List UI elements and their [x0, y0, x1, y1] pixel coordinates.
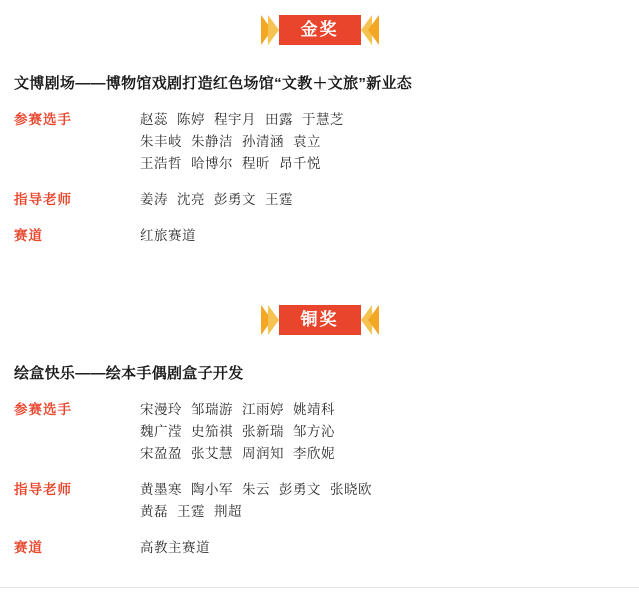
value-line: [140, 109, 625, 131]
value-line: [140, 131, 625, 153]
value-item: 荆超: [214, 504, 242, 519]
value-item: 黄墨寒: [140, 482, 182, 497]
award-label: 金奖: [279, 15, 361, 45]
info-values: [140, 189, 625, 211]
value-line: [140, 189, 625, 211]
value-line: [140, 479, 625, 501]
value-item: 袁立: [293, 134, 321, 149]
value-item: 宋漫玲: [140, 402, 182, 417]
value-item: 邹瑞游: [191, 402, 233, 417]
value-item: 哈博尔: [191, 156, 233, 171]
value-item: 沈亮: [177, 192, 205, 207]
value-item: 彭勇文: [279, 482, 321, 497]
value-item: 程昕: [242, 156, 270, 171]
info-values: [140, 537, 625, 559]
info-table: [0, 109, 639, 247]
info-label: 指导老师: [14, 482, 72, 497]
value-item: 李欣妮: [293, 446, 335, 461]
value-item: 姜涛: [140, 192, 168, 207]
value-item: 程宇月: [214, 112, 256, 127]
info-row: [14, 225, 625, 247]
value-line: [140, 225, 625, 247]
info-label: 赛道: [14, 228, 43, 243]
award-banner-inner: [261, 15, 379, 45]
value-item: 魏广滢: [140, 424, 182, 439]
chevron-left-inner-icon: [268, 305, 279, 335]
info-row: [14, 479, 625, 523]
info-table: [0, 399, 639, 559]
info-values: [140, 109, 625, 175]
info-label: 参赛选手: [14, 112, 72, 127]
chevron-right-icon: [368, 305, 379, 335]
value-item: 田露: [265, 112, 293, 127]
value-item: 高教主赛道: [140, 540, 210, 555]
value-item: 张晓欧: [330, 482, 372, 497]
value-item: 彭勇文: [214, 192, 256, 207]
value-item: 邹方沁: [293, 424, 335, 439]
value-line: [140, 421, 625, 443]
info-label: 指导老师: [14, 192, 72, 207]
chevron-right-icon: [368, 15, 379, 45]
value-item: 姚靖科: [293, 402, 335, 417]
value-item: 陶小军: [191, 482, 233, 497]
award-banner-inner: [261, 305, 379, 335]
info-values: [140, 399, 625, 465]
info-label: 赛道: [14, 540, 43, 555]
value-item: 昂千悦: [279, 156, 321, 171]
chevron-left-inner-icon: [268, 15, 279, 45]
project-title: 文博剧场——博物馆戏剧打造红色场馆“文教＋文旅”新业态: [14, 75, 413, 92]
award-banner: [0, 10, 639, 50]
info-row: [14, 537, 625, 559]
info-row: [14, 189, 625, 211]
value-item: 黄磊: [140, 504, 168, 519]
value-item: 周润知: [242, 446, 284, 461]
value-item: 红旅赛道: [140, 228, 196, 243]
info-values: [140, 479, 625, 523]
value-item: 王浩哲: [140, 156, 182, 171]
value-line: [140, 501, 625, 523]
award-label: 铜奖: [279, 305, 361, 335]
info-row: [14, 109, 625, 175]
value-item: 江雨婷: [242, 402, 284, 417]
value-item: 宋盈盈: [140, 446, 182, 461]
value-line: [140, 537, 625, 559]
value-item: 张新瑞: [242, 424, 284, 439]
value-item: 朱云: [242, 482, 270, 497]
value-item: 史笳祺: [191, 424, 233, 439]
value-item: 张艾慧: [191, 446, 233, 461]
award-banner: [0, 300, 639, 340]
value-item: 朱静洁: [191, 134, 233, 149]
info-values: [140, 225, 625, 247]
info-label: 参赛选手: [14, 402, 72, 417]
value-item: 王霆: [265, 192, 293, 207]
project-title: 绘盒快乐——绘本手偶剧盒子开发: [14, 365, 244, 382]
value-item: 于慧芝: [302, 112, 344, 127]
value-line: [140, 153, 625, 175]
info-row: [14, 399, 625, 465]
value-item: 王霆: [177, 504, 205, 519]
award-section: [0, 10, 639, 261]
value-item: 陈婷: [177, 112, 205, 127]
value-line: [140, 399, 625, 421]
divider: [0, 587, 639, 588]
value-item: 孙清涵: [242, 134, 284, 149]
value-item: 赵蕊: [140, 112, 168, 127]
value-line: [140, 443, 625, 465]
award-section: [0, 300, 639, 573]
value-item: 朱丰岐: [140, 134, 182, 149]
